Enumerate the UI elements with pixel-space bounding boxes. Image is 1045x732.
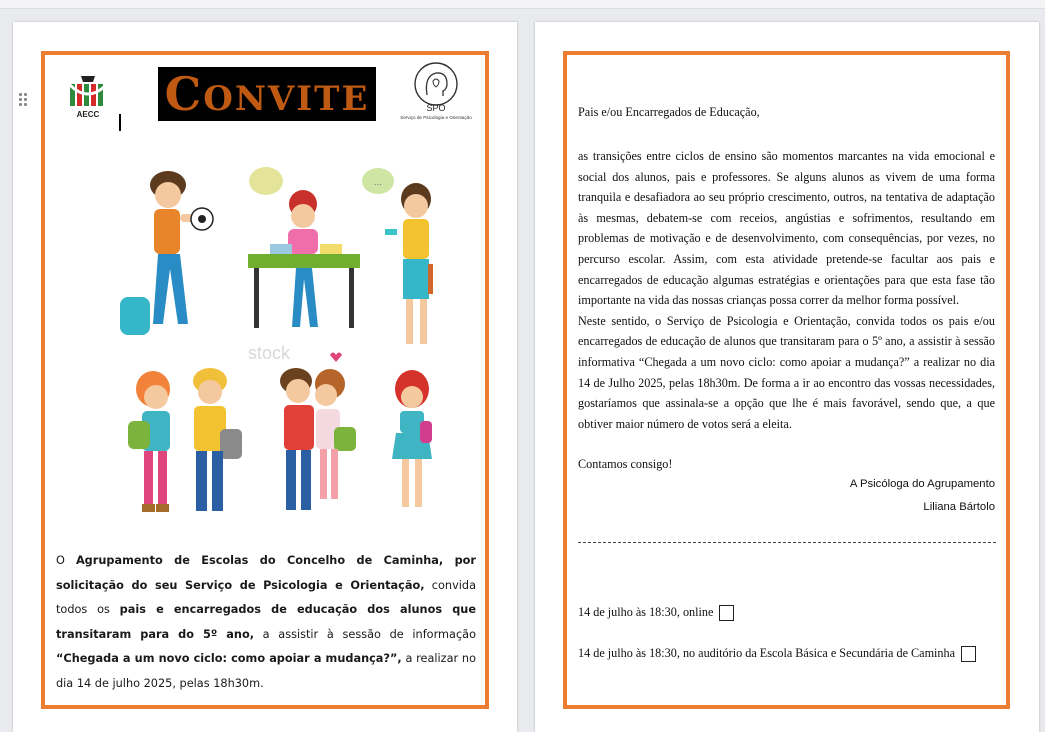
watermark-text: stock	[248, 343, 291, 363]
option-online-checkbox[interactable]	[719, 605, 734, 621]
letter-paragraph-1: as transições entre ciclos de ensino são momentos marcantes na vida emocional e social dos alunos, pais e professores. Se alguns alunos as vivem de uma forma tranquila e desafiadora ao seu próprio crescimento, outros, na tentativa de adaptação às mesmas, debatem-se com receios, angústias e sofrimentos, resultando em problemas de motivação e de desenvolvimento, com consequências, por vezes, no percurso escolar. Assim, com esta atividade pretende-se facultar aos pais e encarregados de educação algumas estratégias e orientações para que esta fase tão importante na vida das nossas crianças possa correr da melhor forma possível.	[578, 149, 995, 308]
boy-with-ball-figure	[120, 171, 213, 335]
aecc-logo	[65, 74, 111, 124]
window-top-strip	[0, 0, 1045, 9]
invitation-text-7: a realizar no dia 14 de julho 2025, pelas 18h30m.	[56, 652, 477, 690]
aecc-logo-text: AECC	[76, 110, 100, 119]
option-auditorium	[578, 646, 976, 662]
signature-name: Liliana Bártolo	[923, 501, 995, 513]
signature-role: A Psicóloga do Agrupamento	[849, 478, 995, 490]
invitation-text-1: O	[56, 554, 76, 567]
text-cursor	[119, 114, 121, 131]
option-online-label: 14 de julho às 18:30, online	[578, 605, 714, 619]
closing-line: Contamos consigo!	[578, 457, 673, 471]
document-page-1	[13, 22, 517, 732]
spo-logo	[396, 62, 476, 128]
cut-line-divider	[578, 542, 996, 543]
invitation-text-6: “Chegada a um novo ciclo: como apoiar a mudança?”,	[56, 652, 402, 665]
title-initial: C	[164, 67, 204, 121]
invitation-text-5: a assistir à sessão de informação	[254, 627, 476, 641]
spo-logo-text: SPO	[426, 103, 446, 113]
girl-with-phone-figure	[385, 183, 433, 344]
red-hair-girl-figure	[392, 370, 432, 507]
girl-green-bag-figure	[128, 371, 170, 512]
girl-at-desk-figure	[248, 190, 360, 328]
title-rest: ONVITE	[203, 79, 370, 119]
convite-title-banner	[158, 67, 376, 121]
letter-body	[578, 146, 995, 434]
option-auditorium-label: 14 de julho às 18:30, no auditório da Escola Básica e Secundária de Caminha	[578, 646, 956, 660]
invitation-text-4: pais e encarregados de educação dos alunos que transitaram para do 5º ano,	[56, 603, 476, 641]
letter-paragraph-2: Neste sentido, o Serviço de Psicologia e Orientação, convida todos os pais e/ou encarregados de educação de alunos que transitaram para o 5º ano, a assistir à sessão informativa “Chegada a um novo ciclo: como apoiar a mudança?” a realizar no dia 14 de Julho 2025, pelas 18h30m. De forma a ir ao encontro das vossas necessidades, gostaríamos que assinala-se a opção que lhe é mais favorável, sendo que, a que obtiver maior número de votos será a eleita.	[578, 313, 995, 431]
students-illustration	[98, 159, 433, 516]
option-auditorium-checkbox[interactable]	[961, 646, 976, 662]
invitation-text-2: Agrupamento de Escolas do Concelho de Caminha, por solicitação do seu Serviço de Psicologia e Orientação,	[56, 554, 476, 592]
document-page-2	[535, 22, 1039, 732]
salutation: Pais e/ou Encarregados de Educação,	[578, 105, 760, 119]
couple-figure	[280, 353, 356, 511]
blonde-boy-figure	[193, 368, 242, 511]
option-online	[578, 605, 734, 621]
invitation-paragraph	[56, 549, 476, 696]
spo-logo-caption: Serviço de Psicologia e Orientação	[400, 115, 472, 120]
svg-text:...: ...	[373, 177, 383, 188]
invitation-text-3: convida todos os	[56, 578, 476, 616]
table-move-handle-icon[interactable]	[19, 93, 29, 109]
